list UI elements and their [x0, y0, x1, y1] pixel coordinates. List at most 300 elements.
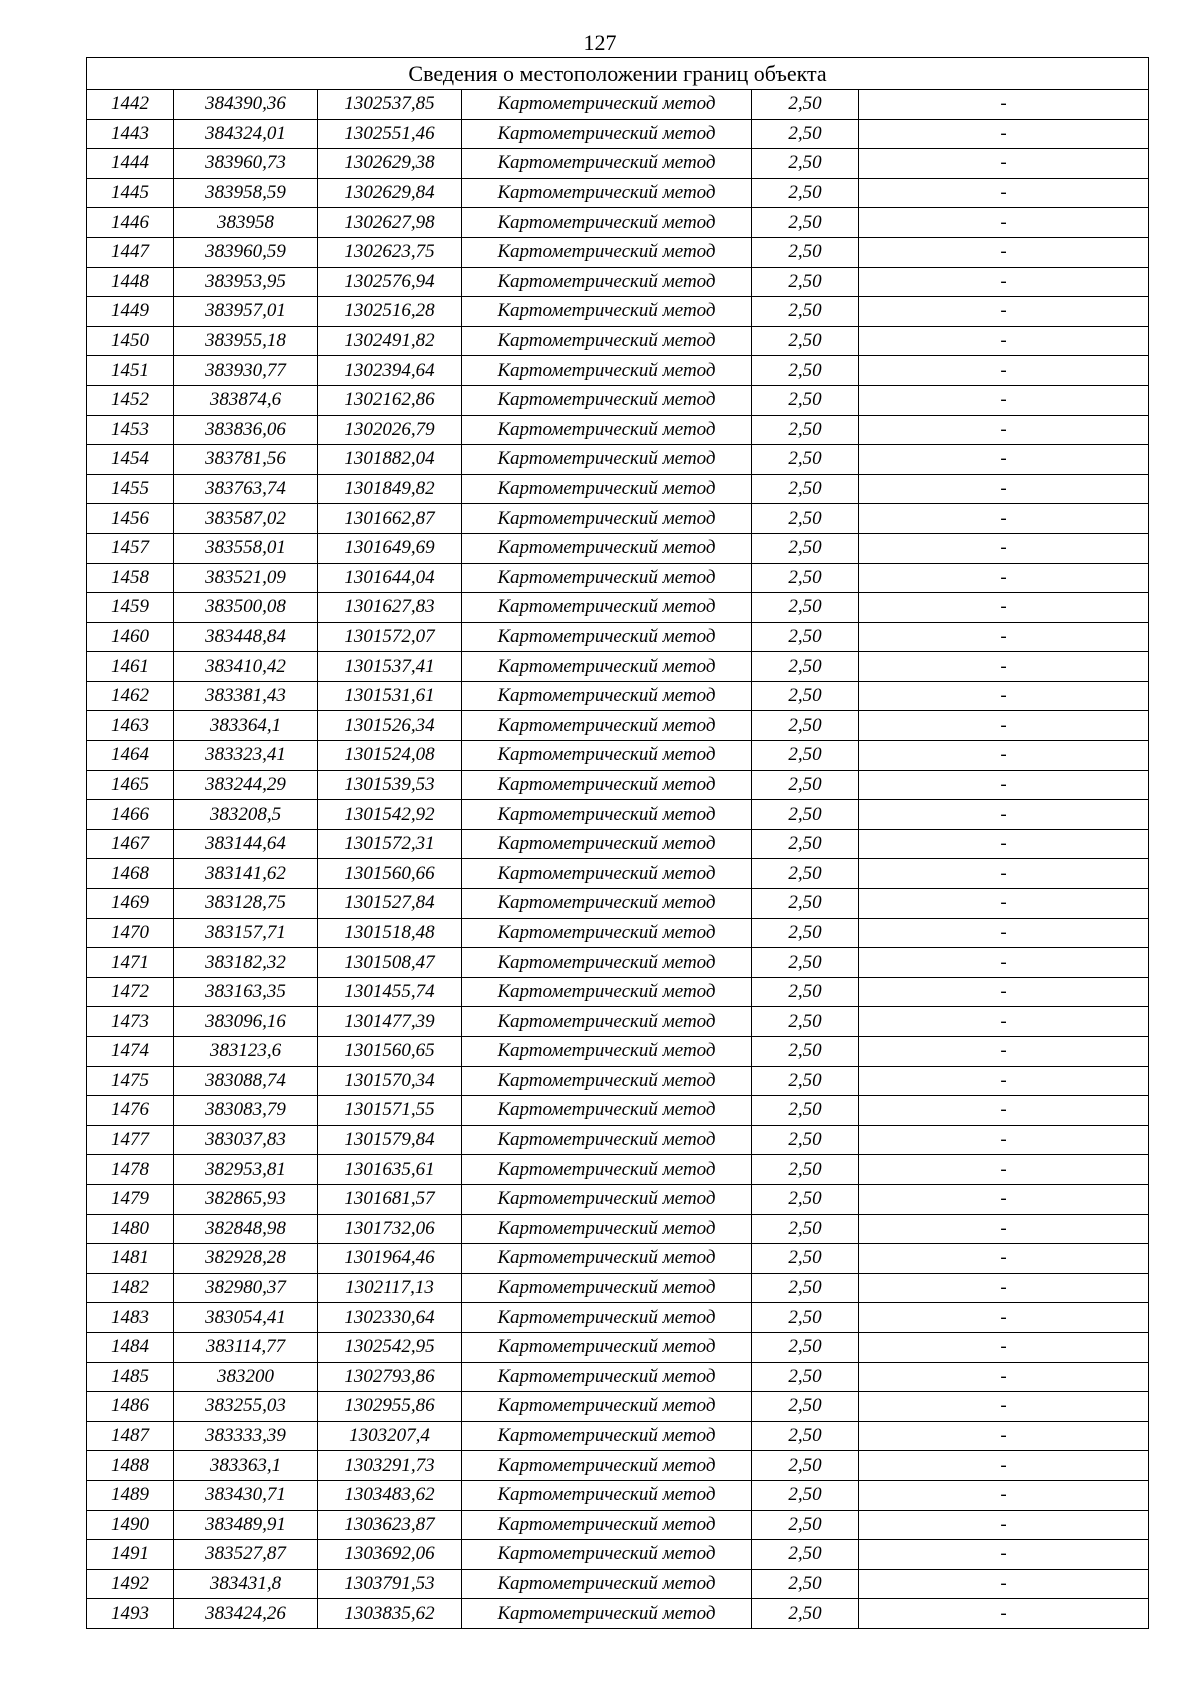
x-coordinate-cell: 383957,01	[174, 297, 318, 327]
description-cell: -	[859, 326, 1149, 356]
table-row	[87, 326, 1149, 356]
accuracy-cell: 2,50	[752, 948, 859, 978]
table-row	[87, 652, 1149, 682]
table-row	[87, 149, 1149, 179]
x-coordinate-cell: 383930,77	[174, 356, 318, 386]
table-row	[87, 356, 1149, 386]
x-coordinate-cell: 383558,01	[174, 533, 318, 563]
y-coordinate-cell: 1302330,64	[318, 1303, 462, 1333]
table-row	[87, 593, 1149, 623]
x-coordinate-cell: 383424,26	[174, 1599, 318, 1629]
y-coordinate-cell: 1302026,79	[318, 415, 462, 445]
description-cell: -	[859, 1392, 1149, 1422]
method-cell: Картометрический метод	[462, 1007, 752, 1037]
point-number-cell: 1481	[87, 1244, 174, 1274]
point-number-cell: 1448	[87, 267, 174, 297]
accuracy-cell: 2,50	[752, 1244, 859, 1274]
table-row	[87, 1362, 1149, 1392]
x-coordinate-cell: 383381,43	[174, 681, 318, 711]
method-cell: Картометрический метод	[462, 563, 752, 593]
point-number-cell: 1468	[87, 859, 174, 889]
method-cell: Картометрический метод	[462, 1451, 752, 1481]
y-coordinate-cell: 1301560,66	[318, 859, 462, 889]
table-row	[87, 1421, 1149, 1451]
y-coordinate-cell: 1301477,39	[318, 1007, 462, 1037]
table-row	[87, 1007, 1149, 1037]
accuracy-cell: 2,50	[752, 1125, 859, 1155]
description-cell: -	[859, 1184, 1149, 1214]
description-cell: -	[859, 711, 1149, 741]
method-cell: Картометрический метод	[462, 889, 752, 919]
method-cell: Картометрический метод	[462, 918, 752, 948]
description-cell: -	[859, 1125, 1149, 1155]
accuracy-cell: 2,50	[752, 1214, 859, 1244]
method-cell: Картометрический метод	[462, 1125, 752, 1155]
method-cell: Картометрический метод	[462, 1569, 752, 1599]
x-coordinate-cell: 383144,64	[174, 829, 318, 859]
table-row	[87, 178, 1149, 208]
method-cell: Картометрический метод	[462, 474, 752, 504]
table-row	[87, 533, 1149, 563]
x-coordinate-cell: 383953,95	[174, 267, 318, 297]
description-cell: -	[859, 1540, 1149, 1570]
x-coordinate-cell: 383489,91	[174, 1510, 318, 1540]
x-coordinate-cell: 383410,42	[174, 652, 318, 682]
method-cell: Картометрический метод	[462, 1066, 752, 1096]
x-coordinate-cell: 383157,71	[174, 918, 318, 948]
method-cell: Картометрический метод	[462, 1037, 752, 1067]
point-number-cell: 1491	[87, 1540, 174, 1570]
accuracy-cell: 2,50	[752, 267, 859, 297]
table-row	[87, 415, 1149, 445]
x-coordinate-cell: 383363,1	[174, 1451, 318, 1481]
method-cell: Картометрический метод	[462, 267, 752, 297]
x-coordinate-cell: 383244,29	[174, 770, 318, 800]
y-coordinate-cell: 1302542,95	[318, 1332, 462, 1362]
point-number-cell: 1486	[87, 1392, 174, 1422]
x-coordinate-cell: 383255,03	[174, 1392, 318, 1422]
y-coordinate-cell: 1302516,28	[318, 297, 462, 327]
point-number-cell: 1483	[87, 1303, 174, 1333]
accuracy-cell: 2,50	[752, 1510, 859, 1540]
point-number-cell: 1482	[87, 1273, 174, 1303]
method-cell: Картометрический метод	[462, 948, 752, 978]
accuracy-cell: 2,50	[752, 1066, 859, 1096]
table-row	[87, 563, 1149, 593]
accuracy-cell: 2,50	[752, 977, 859, 1007]
table-row	[87, 1244, 1149, 1274]
description-cell: -	[859, 829, 1149, 859]
table-row	[87, 385, 1149, 415]
accuracy-cell: 2,50	[752, 1303, 859, 1333]
x-coordinate-cell: 383527,87	[174, 1540, 318, 1570]
accuracy-cell: 2,50	[752, 800, 859, 830]
y-coordinate-cell: 1301527,84	[318, 889, 462, 919]
description-cell: -	[859, 770, 1149, 800]
point-number-cell: 1489	[87, 1480, 174, 1510]
method-cell: Картометрический метод	[462, 1332, 752, 1362]
point-number-cell: 1457	[87, 533, 174, 563]
x-coordinate-cell: 383364,1	[174, 711, 318, 741]
accuracy-cell: 2,50	[752, 1599, 859, 1629]
y-coordinate-cell: 1303835,62	[318, 1599, 462, 1629]
accuracy-cell: 2,50	[752, 741, 859, 771]
description-cell: -	[859, 1155, 1149, 1185]
y-coordinate-cell: 1303207,4	[318, 1421, 462, 1451]
x-coordinate-cell: 383088,74	[174, 1066, 318, 1096]
method-cell: Картометрический метод	[462, 119, 752, 149]
x-coordinate-cell: 383781,56	[174, 445, 318, 475]
x-coordinate-cell: 383323,41	[174, 741, 318, 771]
description-cell: -	[859, 208, 1149, 238]
table-row	[87, 681, 1149, 711]
method-cell: Картометрический метод	[462, 622, 752, 652]
description-cell: -	[859, 237, 1149, 267]
table-row	[87, 1569, 1149, 1599]
accuracy-cell: 2,50	[752, 1569, 859, 1599]
point-number-cell: 1484	[87, 1332, 174, 1362]
y-coordinate-cell: 1301644,04	[318, 563, 462, 593]
point-number-cell: 1453	[87, 415, 174, 445]
point-number-cell: 1480	[87, 1214, 174, 1244]
y-coordinate-cell: 1301518,48	[318, 918, 462, 948]
description-cell: -	[859, 1599, 1149, 1629]
description-cell: -	[859, 741, 1149, 771]
table-row	[87, 1540, 1149, 1570]
y-coordinate-cell: 1302955,86	[318, 1392, 462, 1422]
y-coordinate-cell: 1302793,86	[318, 1362, 462, 1392]
boundary-coordinates-table	[86, 57, 1149, 1629]
description-cell: -	[859, 90, 1149, 120]
accuracy-cell: 2,50	[752, 445, 859, 475]
table-row	[87, 1155, 1149, 1185]
accuracy-cell: 2,50	[752, 237, 859, 267]
x-coordinate-cell: 383431,8	[174, 1569, 318, 1599]
y-coordinate-cell: 1301662,87	[318, 504, 462, 534]
y-coordinate-cell: 1301849,82	[318, 474, 462, 504]
x-coordinate-cell: 383037,83	[174, 1125, 318, 1155]
y-coordinate-cell: 1301572,31	[318, 829, 462, 859]
x-coordinate-cell: 383448,84	[174, 622, 318, 652]
table-row	[87, 1510, 1149, 1540]
table-row	[87, 977, 1149, 1007]
description-cell: -	[859, 149, 1149, 179]
point-number-cell: 1473	[87, 1007, 174, 1037]
y-coordinate-cell: 1301732,06	[318, 1214, 462, 1244]
method-cell: Картометрический метод	[462, 711, 752, 741]
y-coordinate-cell: 1301526,34	[318, 711, 462, 741]
accuracy-cell: 2,50	[752, 711, 859, 741]
method-cell: Картометрический метод	[462, 1599, 752, 1629]
point-number-cell: 1456	[87, 504, 174, 534]
table-row	[87, 1184, 1149, 1214]
method-cell: Картометрический метод	[462, 297, 752, 327]
table-row	[87, 1273, 1149, 1303]
description-cell: -	[859, 681, 1149, 711]
accuracy-cell: 2,50	[752, 1037, 859, 1067]
table-row	[87, 474, 1149, 504]
table-row	[87, 1037, 1149, 1067]
point-number-cell: 1470	[87, 918, 174, 948]
y-coordinate-cell: 1301627,83	[318, 593, 462, 623]
description-cell: -	[859, 800, 1149, 830]
method-cell: Картометрический метод	[462, 415, 752, 445]
accuracy-cell: 2,50	[752, 918, 859, 948]
accuracy-cell: 2,50	[752, 119, 859, 149]
table-row	[87, 1066, 1149, 1096]
method-cell: Картометрический метод	[462, 829, 752, 859]
method-cell: Картометрический метод	[462, 1362, 752, 1392]
method-cell: Картометрический метод	[462, 504, 752, 534]
accuracy-cell: 2,50	[752, 385, 859, 415]
description-cell: -	[859, 593, 1149, 623]
x-coordinate-cell: 384390,36	[174, 90, 318, 120]
x-coordinate-cell: 383200	[174, 1362, 318, 1392]
point-number-cell: 1454	[87, 445, 174, 475]
point-number-cell: 1488	[87, 1451, 174, 1481]
y-coordinate-cell: 1302576,94	[318, 267, 462, 297]
table-row	[87, 829, 1149, 859]
method-cell: Картометрический метод	[462, 237, 752, 267]
accuracy-cell: 2,50	[752, 1096, 859, 1126]
description-cell: -	[859, 1510, 1149, 1540]
accuracy-cell: 2,50	[752, 652, 859, 682]
description-cell: -	[859, 415, 1149, 445]
y-coordinate-cell: 1303483,62	[318, 1480, 462, 1510]
point-number-cell: 1449	[87, 297, 174, 327]
table-row	[87, 889, 1149, 919]
point-number-cell: 1464	[87, 741, 174, 771]
accuracy-cell: 2,50	[752, 1155, 859, 1185]
method-cell: Картометрический метод	[462, 1303, 752, 1333]
x-coordinate-cell: 383114,77	[174, 1332, 318, 1362]
table-row	[87, 1332, 1149, 1362]
y-coordinate-cell: 1301964,46	[318, 1244, 462, 1274]
point-number-cell: 1446	[87, 208, 174, 238]
description-cell: -	[859, 859, 1149, 889]
x-coordinate-cell: 383054,41	[174, 1303, 318, 1333]
x-coordinate-cell: 383958	[174, 208, 318, 238]
x-coordinate-cell: 383955,18	[174, 326, 318, 356]
table-title-row	[87, 58, 1149, 90]
method-cell: Картометрический метод	[462, 741, 752, 771]
description-cell: -	[859, 297, 1149, 327]
x-coordinate-cell: 383123,6	[174, 1037, 318, 1067]
accuracy-cell: 2,50	[752, 356, 859, 386]
description-cell: -	[859, 1066, 1149, 1096]
method-cell: Картометрический метод	[462, 1480, 752, 1510]
y-coordinate-cell: 1303791,53	[318, 1569, 462, 1599]
x-coordinate-cell: 383430,71	[174, 1480, 318, 1510]
description-cell: -	[859, 1569, 1149, 1599]
point-number-cell: 1485	[87, 1362, 174, 1392]
method-cell: Картометрический метод	[462, 652, 752, 682]
method-cell: Картометрический метод	[462, 326, 752, 356]
description-cell: -	[859, 356, 1149, 386]
table-row	[87, 1480, 1149, 1510]
accuracy-cell: 2,50	[752, 1007, 859, 1037]
table-row	[87, 1392, 1149, 1422]
x-coordinate-cell: 383521,09	[174, 563, 318, 593]
table-row	[87, 711, 1149, 741]
y-coordinate-cell: 1301508,47	[318, 948, 462, 978]
description-cell: -	[859, 445, 1149, 475]
point-number-cell: 1445	[87, 178, 174, 208]
y-coordinate-cell: 1301572,07	[318, 622, 462, 652]
method-cell: Картометрический метод	[462, 1155, 752, 1185]
accuracy-cell: 2,50	[752, 1332, 859, 1362]
point-number-cell: 1458	[87, 563, 174, 593]
y-coordinate-cell: 1301571,55	[318, 1096, 462, 1126]
accuracy-cell: 2,50	[752, 859, 859, 889]
table-row	[87, 445, 1149, 475]
y-coordinate-cell: 1302551,46	[318, 119, 462, 149]
x-coordinate-cell: 383500,08	[174, 593, 318, 623]
method-cell: Картометрический метод	[462, 178, 752, 208]
description-cell: -	[859, 385, 1149, 415]
y-coordinate-cell: 1301531,61	[318, 681, 462, 711]
point-number-cell: 1460	[87, 622, 174, 652]
method-cell: Картометрический метод	[462, 149, 752, 179]
x-coordinate-cell: 383333,39	[174, 1421, 318, 1451]
x-coordinate-cell: 382865,93	[174, 1184, 318, 1214]
description-cell: -	[859, 948, 1149, 978]
table-row	[87, 1451, 1149, 1481]
point-number-cell: 1472	[87, 977, 174, 1007]
table-row	[87, 622, 1149, 652]
description-cell: -	[859, 918, 1149, 948]
point-number-cell: 1447	[87, 237, 174, 267]
point-number-cell: 1467	[87, 829, 174, 859]
page-number: 127	[583, 30, 617, 55]
point-number-cell: 1471	[87, 948, 174, 978]
x-coordinate-cell: 383163,35	[174, 977, 318, 1007]
y-coordinate-cell: 1301542,92	[318, 800, 462, 830]
method-cell: Картометрический метод	[462, 977, 752, 1007]
table-row	[87, 1125, 1149, 1155]
accuracy-cell: 2,50	[752, 622, 859, 652]
y-coordinate-cell: 1303291,73	[318, 1451, 462, 1481]
table-row	[87, 741, 1149, 771]
y-coordinate-cell: 1301524,08	[318, 741, 462, 771]
x-coordinate-cell: 383763,74	[174, 474, 318, 504]
y-coordinate-cell: 1303692,06	[318, 1540, 462, 1570]
description-cell: -	[859, 1244, 1149, 1274]
accuracy-cell: 2,50	[752, 208, 859, 238]
x-coordinate-cell: 383836,06	[174, 415, 318, 445]
y-coordinate-cell: 1301455,74	[318, 977, 462, 1007]
point-number-cell: 1444	[87, 149, 174, 179]
y-coordinate-cell: 1301537,41	[318, 652, 462, 682]
accuracy-cell: 2,50	[752, 889, 859, 919]
table-row	[87, 859, 1149, 889]
x-coordinate-cell: 383096,16	[174, 1007, 318, 1037]
y-coordinate-cell: 1302623,75	[318, 237, 462, 267]
point-number-cell: 1465	[87, 770, 174, 800]
x-coordinate-cell: 383128,75	[174, 889, 318, 919]
accuracy-cell: 2,50	[752, 1392, 859, 1422]
y-coordinate-cell: 1302491,82	[318, 326, 462, 356]
x-coordinate-cell: 382848,98	[174, 1214, 318, 1244]
description-cell: -	[859, 977, 1149, 1007]
accuracy-cell: 2,50	[752, 178, 859, 208]
table-row	[87, 1096, 1149, 1126]
point-number-cell: 1455	[87, 474, 174, 504]
description-cell: -	[859, 1480, 1149, 1510]
table-row	[87, 770, 1149, 800]
table-row	[87, 208, 1149, 238]
description-cell: -	[859, 1362, 1149, 1392]
accuracy-cell: 2,50	[752, 1184, 859, 1214]
accuracy-cell: 2,50	[752, 829, 859, 859]
accuracy-cell: 2,50	[752, 563, 859, 593]
method-cell: Картометрический метод	[462, 445, 752, 475]
description-cell: -	[859, 267, 1149, 297]
y-coordinate-cell: 1301681,57	[318, 1184, 462, 1214]
method-cell: Картометрический метод	[462, 385, 752, 415]
y-coordinate-cell: 1301882,04	[318, 445, 462, 475]
accuracy-cell: 2,50	[752, 1273, 859, 1303]
table-row	[87, 119, 1149, 149]
point-number-cell: 1443	[87, 119, 174, 149]
x-coordinate-cell: 383141,62	[174, 859, 318, 889]
x-coordinate-cell: 383083,79	[174, 1096, 318, 1126]
method-cell: Картометрический метод	[462, 1273, 752, 1303]
method-cell: Картометрический метод	[462, 681, 752, 711]
accuracy-cell: 2,50	[752, 1540, 859, 1570]
method-cell: Картометрический метод	[462, 1096, 752, 1126]
description-cell: -	[859, 474, 1149, 504]
x-coordinate-cell: 383208,5	[174, 800, 318, 830]
method-cell: Картометрический метод	[462, 859, 752, 889]
point-number-cell: 1479	[87, 1184, 174, 1214]
accuracy-cell: 2,50	[752, 533, 859, 563]
x-coordinate-cell: 383958,59	[174, 178, 318, 208]
description-cell: -	[859, 1007, 1149, 1037]
y-coordinate-cell: 1302627,98	[318, 208, 462, 238]
x-coordinate-cell: 382928,28	[174, 1244, 318, 1274]
method-cell: Картометрический метод	[462, 1184, 752, 1214]
point-number-cell: 1452	[87, 385, 174, 415]
method-cell: Картометрический метод	[462, 800, 752, 830]
point-number-cell: 1451	[87, 356, 174, 386]
point-number-cell: 1450	[87, 326, 174, 356]
method-cell: Картометрический метод	[462, 1214, 752, 1244]
point-number-cell: 1475	[87, 1066, 174, 1096]
y-coordinate-cell: 1301539,53	[318, 770, 462, 800]
table-row	[87, 948, 1149, 978]
x-coordinate-cell: 383182,32	[174, 948, 318, 978]
description-cell: -	[859, 504, 1149, 534]
table-row	[87, 918, 1149, 948]
method-cell: Картометрический метод	[462, 90, 752, 120]
description-cell: -	[859, 563, 1149, 593]
accuracy-cell: 2,50	[752, 415, 859, 445]
y-coordinate-cell: 1301649,69	[318, 533, 462, 563]
method-cell: Картометрический метод	[462, 1244, 752, 1274]
method-cell: Картометрический метод	[462, 1510, 752, 1540]
description-cell: -	[859, 622, 1149, 652]
description-cell: -	[859, 1096, 1149, 1126]
y-coordinate-cell: 1302537,85	[318, 90, 462, 120]
point-number-cell: 1459	[87, 593, 174, 623]
accuracy-cell: 2,50	[752, 149, 859, 179]
table-row	[87, 297, 1149, 327]
accuracy-cell: 2,50	[752, 770, 859, 800]
method-cell: Картометрический метод	[462, 1540, 752, 1570]
y-coordinate-cell: 1301635,61	[318, 1155, 462, 1185]
point-number-cell: 1469	[87, 889, 174, 919]
